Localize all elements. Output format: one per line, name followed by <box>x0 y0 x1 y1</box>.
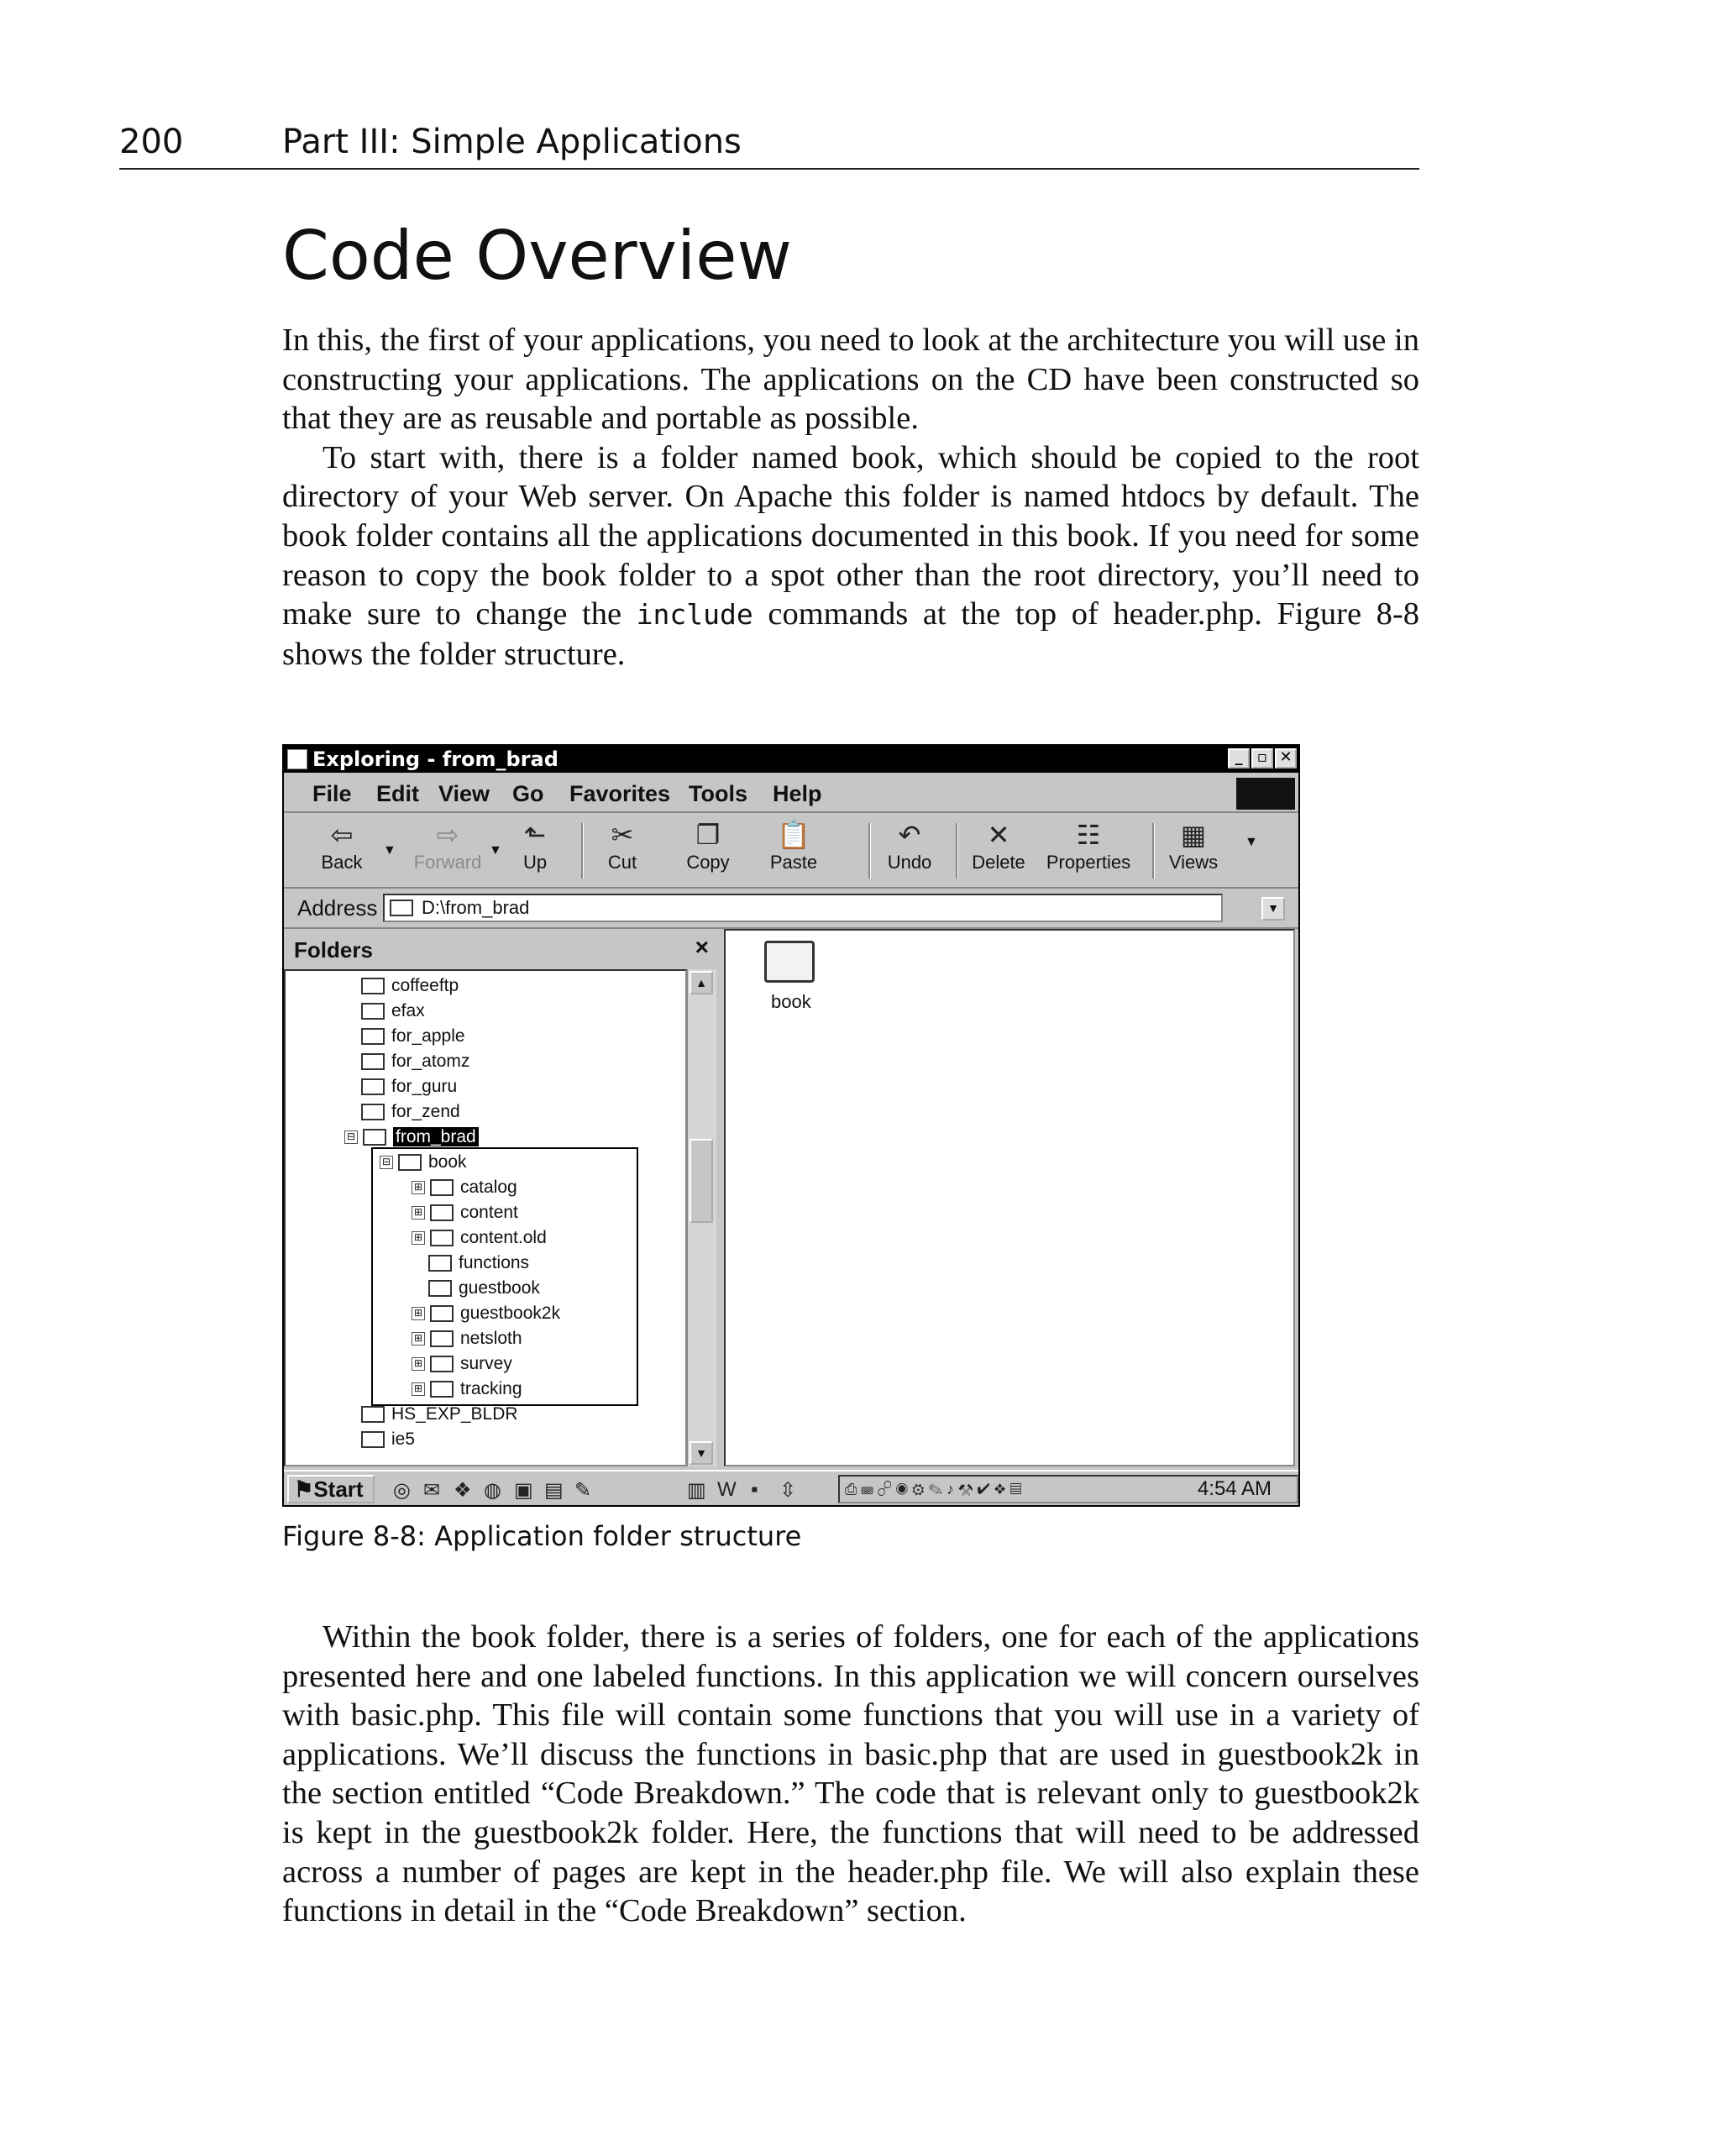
tree-item-guestbook[interactable] <box>428 1277 540 1302</box>
paste-button[interactable] <box>758 818 830 884</box>
folder-icon <box>361 1406 385 1423</box>
menu-view[interactable]: View <box>438 781 490 806</box>
menu-bar <box>284 774 1298 813</box>
back-label: Back <box>321 852 363 873</box>
address-value: D:\from_brad <box>422 897 530 918</box>
forward-button[interactable] <box>412 818 484 884</box>
folder-icon <box>428 1255 452 1272</box>
tree-item-for-zend[interactable] <box>361 1100 460 1125</box>
folder-icon <box>430 1381 454 1398</box>
toolbar-separator <box>581 823 584 879</box>
folders-header <box>284 929 719 969</box>
tree-item-label: guestbook2k <box>460 1304 561 1323</box>
back-button[interactable] <box>306 818 378 884</box>
word-icon[interactable]: W <box>717 1478 737 1501</box>
tree-item-label: ie5 <box>391 1429 416 1449</box>
scroll-down-icon[interactable]: ▼ <box>690 1441 713 1465</box>
tree-item-tracking[interactable] <box>412 1377 522 1403</box>
expand-icon[interactable]: ⊞ <box>412 1231 425 1245</box>
tray-icons[interactable]: ⎙ ⌨ ☍ ◉ ⚙ ✎ ♪ ⚒ ✔ ❖ ▤ <box>845 1481 1022 1498</box>
menu-file[interactable]: File <box>312 781 352 806</box>
folder-icon <box>430 1204 454 1221</box>
views-dropdown-icon[interactable]: ▼ <box>1245 835 1258 849</box>
paste-label: Paste <box>769 852 818 873</box>
folder-icon <box>361 978 385 994</box>
tree-item-for-guru[interactable] <box>361 1075 457 1100</box>
folder-icon <box>398 1154 422 1171</box>
address-dropdown-icon[interactable]: ▼ <box>1261 897 1285 921</box>
folder-icon <box>361 1003 385 1020</box>
tree-item-book[interactable] <box>380 1151 467 1176</box>
scroll-thumb[interactable] <box>690 1139 713 1223</box>
tree-item-label: content.old <box>460 1228 547 1247</box>
tree-item-label: catalog <box>460 1178 517 1197</box>
tree-item-label: book <box>428 1152 467 1172</box>
tree-item-label: from_brad <box>393 1127 479 1146</box>
maximize-button[interactable]: ▫ <box>1251 748 1273 769</box>
paste-icon: 📋 <box>777 820 810 850</box>
copy-button[interactable] <box>672 818 744 884</box>
folder-icon <box>363 1129 386 1146</box>
properties-button[interactable] <box>1038 818 1139 884</box>
tree-item-ie5[interactable] <box>361 1428 415 1453</box>
views-button[interactable] <box>1157 818 1230 884</box>
copy-label: Copy <box>686 852 730 873</box>
menu-favorites[interactable]: Favorites <box>569 781 671 806</box>
start-button[interactable] <box>287 1475 375 1503</box>
expand-icon[interactable]: ⊞ <box>412 1332 425 1346</box>
mail-icon[interactable]: ✉ <box>423 1479 441 1502</box>
tree-item-content-old[interactable] <box>412 1226 547 1251</box>
tree-item-survey[interactable] <box>412 1352 512 1377</box>
menu-tools[interactable]: Tools <box>689 781 747 806</box>
tree-item-label: efax <box>391 1001 425 1020</box>
tree-item-label: survey <box>460 1354 512 1373</box>
window-task-icon[interactable]: ▪ <box>751 1478 758 1501</box>
expand-icon[interactable]: ⊞ <box>412 1206 425 1220</box>
folder-icon <box>361 1078 385 1095</box>
folder-icon <box>428 1280 452 1297</box>
intro-text <box>282 321 1419 674</box>
undo-icon: ↶ <box>898 820 921 850</box>
folders-title: Folders <box>294 937 373 963</box>
tree-item-label: HS_EXP_BLDR <box>391 1404 518 1424</box>
tree-item-coffeeftp[interactable] <box>361 974 459 999</box>
expand-icon[interactable]: ⊞ <box>412 1357 425 1371</box>
undo-label: Undo <box>887 852 932 873</box>
document-icon[interactable]: ▤ <box>544 1479 564 1502</box>
paragraph-2-text-a: To start with, there is a folder named book, which should be copied to the root directory of your Web server. On Apache this folder is named htdocs by default. The book folder contains all the applications documented in this book. If you need for some reason to copy the book folder to a spot other than the root directory, you’ll need to make sure to change the <box>282 439 1419 632</box>
explorer-app-icon <box>287 749 307 769</box>
taskbar <box>284 1470 1298 1507</box>
menu-edit[interactable]: Edit <box>376 781 419 806</box>
forward-dropdown-icon[interactable]: ▼ <box>489 843 502 858</box>
up-folder-icon: ⬑ <box>523 820 547 850</box>
menu-go[interactable]: Go <box>512 781 544 806</box>
expand-icon[interactable]: ⊞ <box>412 1181 425 1194</box>
toolbar-separator <box>1152 823 1155 879</box>
spinner-icon[interactable]: ⇳ <box>779 1479 797 1502</box>
channel-icon[interactable]: ❖ <box>454 1479 472 1502</box>
folder-icon <box>430 1305 454 1322</box>
explorer-screenshot <box>282 744 1300 1507</box>
address-label: Address <box>297 895 378 921</box>
system-tray <box>838 1475 1298 1503</box>
toolbar-separator <box>956 823 958 879</box>
folder-item-label: book <box>771 991 811 1012</box>
browser-icon[interactable]: ◎ <box>393 1479 411 1502</box>
close-pane-icon[interactable]: × <box>695 934 709 960</box>
running-head <box>119 118 1419 170</box>
desktop-icon[interactable]: ▣ <box>514 1479 533 1502</box>
scroll-up-icon[interactable]: ▲ <box>690 971 713 994</box>
tree-item-netsloth[interactable] <box>412 1327 522 1352</box>
delete-icon: ✕ <box>987 820 1010 850</box>
collapse-icon[interactable]: ⊟ <box>344 1130 358 1144</box>
folder-tree <box>284 969 687 1466</box>
folder-icon <box>361 1053 385 1070</box>
body-text-2 <box>282 1618 1419 1931</box>
tree-item-label: coffeeftp <box>391 976 459 995</box>
tree-item-efax[interactable] <box>361 999 425 1025</box>
tree-item-guestbook2k[interactable] <box>412 1302 560 1327</box>
properties-label: Properties <box>1046 852 1131 873</box>
start-label: Start <box>313 1477 364 1502</box>
cut-button[interactable] <box>586 818 658 884</box>
paragraph-3: Within the book folder, there is a series of folders, one for each of the applications presented here and one labeled functions. In this application we will concern ourselves with basic.php. This file will contain some functions that you will use in a variety of applications. We’ll discuss the functions in basic.php that are used in guestbook2k in the section entitled “Code Breakdown.” The code that is relevant only to guestbook2k is kept in the guestbook2k folder. Here, the functions that will need to be addressed across a number of pages are kept in the header.php file. We will also explain these functions in detail in the “Code Breakdown” section. <box>282 1619 1419 1929</box>
folder-icon <box>430 1356 454 1372</box>
content-pane <box>724 929 1295 1466</box>
minimize-button[interactable]: _ <box>1228 748 1250 769</box>
undo-button[interactable] <box>873 818 946 884</box>
paragraph-2 <box>282 438 1419 674</box>
inline-code: include <box>636 598 753 632</box>
tree-item-label: for_apple <box>391 1026 465 1046</box>
tree-scrollbar[interactable] <box>687 969 716 1466</box>
back-arrow-icon: ⇦ <box>330 820 354 850</box>
collapse-icon[interactable]: ⊟ <box>380 1156 393 1169</box>
windows-logo-icon <box>1236 778 1295 810</box>
tree-item-label: tracking <box>460 1379 522 1398</box>
tree-item-label: for_guru <box>391 1077 458 1096</box>
explorer-task-icon[interactable]: ▥ <box>687 1479 706 1502</box>
tree-item-label: for_zend <box>391 1102 460 1121</box>
tree-item-catalog[interactable] <box>412 1176 517 1201</box>
paragraph-1: In this, the first of your applications, you need to look at the architecture you will use in constructing your applications. The applications on the CD have been constructed so that they are as reusable and portable as possible. <box>282 323 1419 437</box>
expand-icon[interactable]: ⊞ <box>412 1382 425 1396</box>
tree-item-from-brad[interactable] <box>344 1125 479 1151</box>
tree-item-hs-exp-bldr[interactable] <box>361 1403 518 1428</box>
toolbar <box>284 813 1298 889</box>
paragraph-2-text-b: commands at the top of header.php. Figure 8-8 shows the folder structure. <box>282 596 1419 672</box>
notepad-icon[interactable]: ✎ <box>574 1479 592 1502</box>
tree-item-label: content <box>460 1203 518 1222</box>
tree-item-for-apple[interactable] <box>361 1025 465 1050</box>
tree-item-functions[interactable] <box>428 1251 529 1277</box>
windows-flag-icon: ⚑ <box>294 1477 314 1502</box>
folder-icon <box>361 1104 385 1120</box>
toolbar-separator <box>868 823 871 879</box>
folder-icon <box>430 1230 454 1246</box>
up-button[interactable] <box>499 818 571 884</box>
folder-icon <box>361 1431 385 1448</box>
clock: 4:54 AM <box>1197 1477 1272 1500</box>
tree-item-label: functions <box>459 1253 530 1272</box>
figure-caption: Figure 8-8: Application folder structure <box>282 1520 802 1552</box>
folder-icon <box>764 941 815 983</box>
scissors-icon: ✂ <box>611 820 634 850</box>
up-label: Up <box>522 852 548 873</box>
forward-label: Forward <box>413 852 482 873</box>
address-bar <box>284 889 1298 929</box>
menu-help[interactable]: Help <box>773 781 822 806</box>
tree-item-label: guestbook <box>459 1278 540 1298</box>
folder-icon <box>390 900 413 916</box>
page-number: 200 <box>119 123 184 161</box>
folders-pane <box>284 929 719 1466</box>
folder-icon <box>430 1330 454 1347</box>
views-icon: ▦ <box>1180 820 1207 850</box>
part-title: Part III: Simple Applications <box>282 123 742 161</box>
section-title: Code Overview <box>282 217 792 295</box>
forward-arrow-icon: ⇨ <box>436 820 459 850</box>
folder-icon <box>430 1179 454 1196</box>
address-field[interactable] <box>383 894 1223 922</box>
window-titlebar <box>284 746 1298 773</box>
copy-icon: ❐ <box>695 820 721 850</box>
properties-icon: ☷ <box>1076 820 1101 850</box>
delete-button[interactable] <box>962 818 1035 884</box>
tree-item-content[interactable] <box>412 1201 518 1226</box>
globe-icon[interactable]: ◍ <box>484 1479 501 1502</box>
expand-icon[interactable]: ⊞ <box>412 1307 425 1320</box>
delete-label: Delete <box>972 852 1025 873</box>
tree-item-label: for_atomz <box>391 1052 470 1071</box>
window-title: Exploring - from_brad <box>312 748 558 771</box>
folder-icon <box>361 1028 385 1045</box>
views-label: Views <box>1168 852 1219 873</box>
back-dropdown-icon[interactable]: ▼ <box>383 843 396 858</box>
close-button[interactable]: ✕ <box>1275 748 1297 769</box>
tree-item-label: netsloth <box>460 1329 522 1348</box>
cut-label: Cut <box>607 852 637 873</box>
tree-item-for-atomz[interactable] <box>361 1050 469 1075</box>
